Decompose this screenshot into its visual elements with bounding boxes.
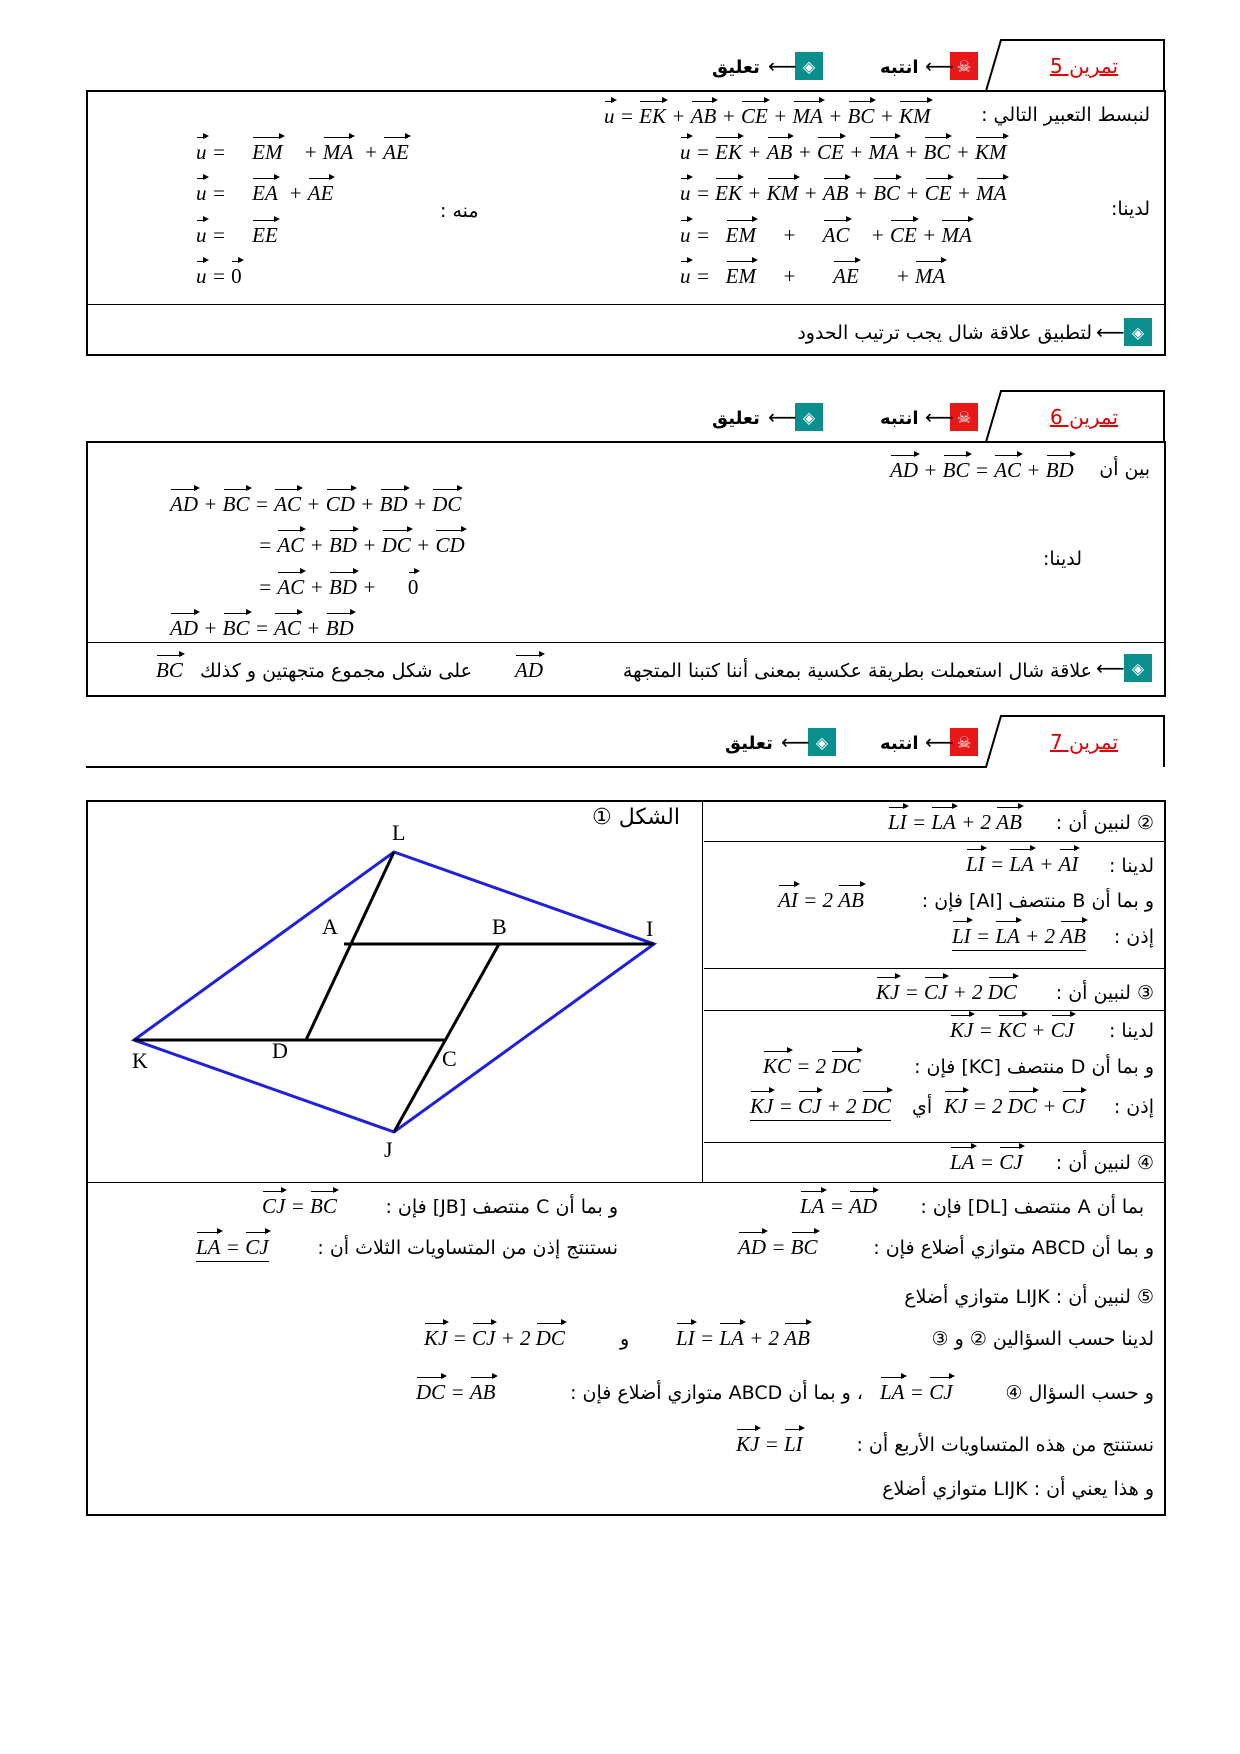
q4-l1-eq: CJ = BC [262,1194,337,1218]
comment-icon: ◈ [808,728,836,756]
arrow-left-icon: ⟵ [925,730,954,754]
q5-eq-c: LA = CJ [880,1380,953,1404]
skull-icon: ☠ [950,728,978,756]
q5-by4: و حسب السؤال ④ [1005,1382,1154,1404]
q4-r1: بما أن A منتصف [DL] فإن : [920,1196,1144,1218]
q4-eq: LA = CJ [950,1150,1023,1174]
segment-lj [306,852,394,1040]
arrow-left-icon: ⟵ [781,730,810,754]
q4-label: ④ لنبين أن : [1055,1152,1154,1174]
q4-r2: و بما أن ABCD متوازي أضلاع فإن : [873,1237,1154,1259]
point-label-k: K [132,1048,148,1073]
skull-icon: ☠ [950,403,978,431]
q2-label: ② لنبين أن : [1055,812,1154,834]
q5-and: و [620,1328,630,1350]
attention-label: انتبه [880,733,919,754]
q4-r1-eq: LA = AD [800,1194,878,1218]
q5-have: لدينا حسب السؤالين ② و ③ [931,1328,1154,1350]
q5-concl-eq: KJ = LI [736,1432,803,1456]
figure-label: الشكل ① [592,805,680,830]
ex6-title: تمرين 6 [1050,405,1119,429]
ex6-line-2: = AC + BD + DC + CD [258,533,465,557]
arrow-left-icon: ⟵ [1096,656,1125,680]
comment-icon: ◈ [1124,654,1152,682]
ex6-prompt: بين أن [1099,458,1150,480]
ex7-header-frame [86,714,1166,770]
divider [702,800,703,1182]
attention-label: انتبه [880,408,919,429]
q3-so-eq2: KJ = CJ + 2 DC [750,1094,891,1119]
ex6-note-b: على شكل مجموع متجهتين و كذلك [200,660,472,682]
q4-l2-eq: LA = CJ [196,1235,269,1260]
q5-concl: نستنتج من هذه المتساويات الأربع أن : [856,1434,1154,1456]
ex6-header-frame [86,389,1166,445]
point-label-a: A [322,914,338,939]
divider [704,968,1164,969]
ex5-left-line-1: u = EM + MA + AE [196,140,409,164]
ex6-line-3: = AC + BD + 0 [258,575,419,599]
ex5-left-line-4: u = 0 [196,264,242,288]
comment-icon: ◈ [1124,318,1152,346]
ex5-right-line-2: u = EK + KM + AB + BC + CE + MA [680,181,1007,205]
ex6-note-v2: BC [156,658,183,682]
q5-eq-b: KJ = CJ + 2 DC [424,1326,565,1350]
q5-eq-a: LI = LA + 2 AB [676,1326,810,1350]
q3-since: و بما أن D منتصف [KC] فإن : [914,1056,1154,1078]
comment-label: تعليق [725,733,773,754]
comment-icon: ◈ [795,403,823,431]
point-label-b: B [492,914,507,939]
arrow-left-icon: ⟵ [1096,320,1125,344]
divider [86,1182,1164,1183]
ex7-title: تمرين 7 [1050,730,1119,754]
q3-have: لدينا : [1108,1020,1154,1042]
ex6-we-have: لدينا: [1043,548,1082,570]
ex5-we-have: لدينا: [1111,198,1150,220]
q2-have-eq: LI = LA + AI [966,852,1079,876]
point-label-j: J [384,1137,393,1162]
ex5-prompt-eq: u = EK + AB + CE + MA + BC + KM [604,104,931,128]
point-label-d: D [272,1038,288,1063]
q4-r2-eq: AD = BC [738,1235,818,1259]
ex6-line-4: AD + BC = AC + BD [170,616,354,640]
ex6-line-1: AD + BC = AC + CD + BD + DC [170,492,462,516]
ex5-right-line-1: u = EK + AB + CE + MA + BC + KM [680,140,1007,164]
q3-have-eq: KJ = KC + CJ [950,1018,1075,1042]
q2-have: لدينا : [1108,855,1154,877]
ex5-right-line-4: u = EM + AE + MA [680,264,946,288]
q4-l2: نستنتج إذن من المتساويات الثلاث أن : [317,1237,618,1259]
arrow-left-icon: ⟵ [925,54,954,78]
divider [704,841,1164,842]
segment-bj [394,944,499,1132]
ex6-note-a: علاقة شال استعملت بطريقة عكسية بمعنى أننا كتبنا المتجهة [622,660,1092,682]
q5-label: ⑤ لنبين أن : LIJK متوازي أضلاع [904,1286,1154,1308]
point-label-l: L [392,820,406,845]
ex5-prompt: لنبسط التعبير التالي : [981,104,1150,126]
q2-eq: LI = LA + 2 AB [888,810,1022,834]
ex6-note-v1: AD [515,658,543,682]
q3-label: ③ لنبين أن : [1055,982,1154,1004]
divider [86,642,1164,643]
q2-since-eq: AI = 2 AB [778,888,864,912]
ex5-title: تمرين 5 [1050,54,1119,78]
divider [86,304,1164,305]
ex5-right-line-3: u = EM + AC + CE + MA [680,223,972,247]
q3-i: أي [912,1096,933,1118]
comment-icon: ◈ [795,52,823,80]
divider [704,1010,1164,1011]
parallelogram-figure [86,800,702,1180]
q5-eq-d: DC = AB [416,1380,496,1404]
attention-label: انتبه [880,57,919,78]
q5-final: و هذا يعني أن : LIJK متوازي أضلاع [882,1478,1154,1500]
ex5-left-line-3: u = EE [196,223,278,247]
arrow-left-icon: ⟵ [768,54,797,78]
q2-since: و بما أن B منتصف [AI] فإن : [921,890,1154,912]
ex6-prompt-eq: AD + BC = AC + BD [890,458,1074,482]
point-label-i: I [646,916,654,941]
q5-since: ، و بما أن ABCD متوازي أضلاع فإن : [570,1382,863,1404]
q2-so: إذن : [1113,926,1154,948]
comment-label: تعليق [712,408,760,429]
divider [704,1142,1164,1143]
ex5-header-frame [86,38,1166,94]
arrow-left-icon: ⟵ [768,405,797,429]
q3-since-eq: KC = 2 DC [763,1054,861,1078]
ex5-note: لتطبيق علاقة شال يجب ترتيب الحدود [797,322,1092,344]
ex5-left-line-2: u = EA + AE [196,181,334,205]
point-label-c: C [442,1046,457,1071]
ex5-hence: منه : [440,200,479,222]
lijk-parallelogram [134,852,654,1132]
q3-so-eq1: KJ = 2 DC + CJ [944,1094,1085,1118]
comment-label: تعليق [712,57,760,78]
q3-so: إذن : [1113,1096,1154,1118]
q4-l1: و بما أن C منتصف [JB] فإن : [385,1196,618,1218]
q3-eq: KJ = CJ + 2 DC [876,980,1017,1004]
skull-icon: ☠ [950,52,978,80]
q2-so-eq: LI = LA + 2 AB [952,924,1086,949]
arrow-left-icon: ⟵ [925,405,954,429]
